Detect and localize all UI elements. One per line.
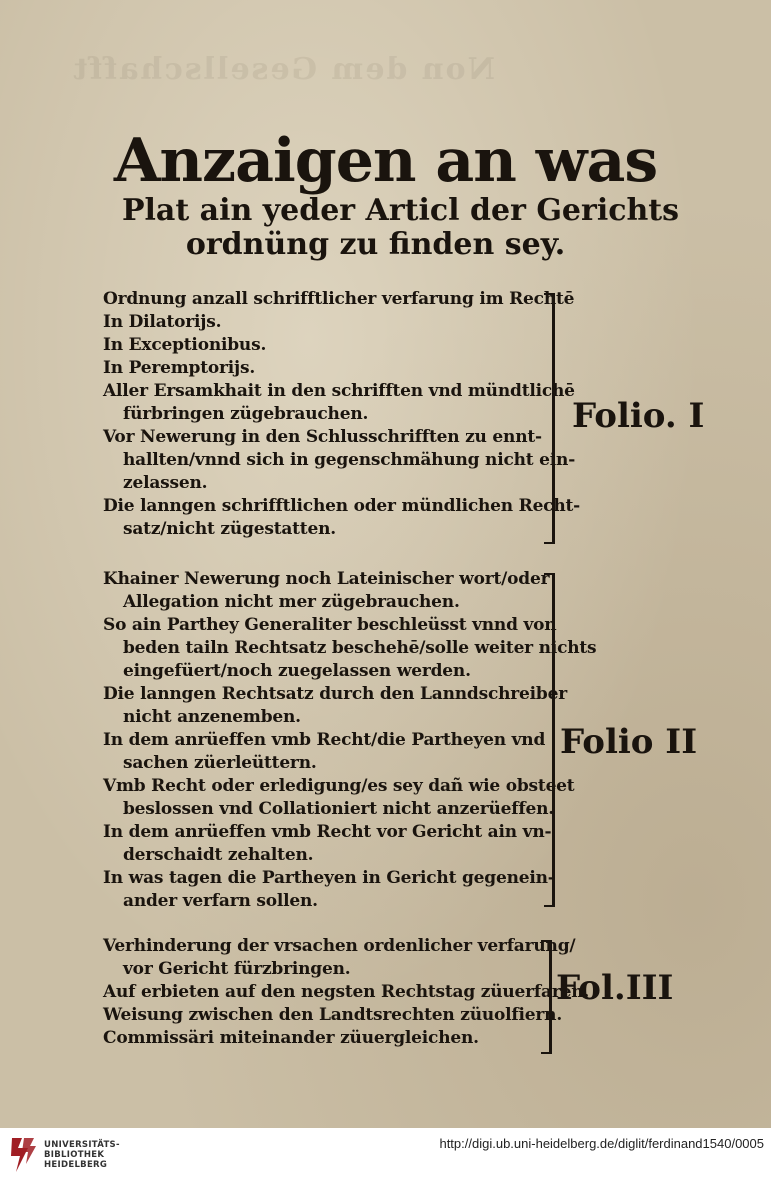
index-line: In dem anrüeffen vmb Recht vor Gericht ain vn- [103,822,552,842]
index-line: Die lanngen Rechtsatz durch den Lanndschreiber [103,684,567,704]
index-line: Verhinderung der vrsachen ordenlicher verfarung/ [103,936,576,956]
bleed-through-text: Non dem Gesellschafft [71,52,495,87]
index-line: In Peremptorijs. [103,358,256,378]
index-line: derschaidt zehalten. [123,845,314,865]
index-line: sachen züerleüttern. [123,753,317,773]
index-line: Weisung zwischen den Landtsrechten züuolfiern. [103,1005,563,1025]
folio-reference-3: Fol.III [556,968,674,1008]
folio-reference-2: Folio II [560,722,698,762]
index-line: fürbringen zügebrauchen. [123,404,369,424]
index-line: In was tagen die Partheyen in Gericht gegenein- [103,868,555,888]
index-line: hallten/vnnd sich in gegenschmähung nicht ein- [123,450,576,470]
title-line-1: Anzaigen an was [113,126,658,196]
index-line: beden tailn Rechtsatz beschehē/solle weiter nichts [123,638,597,658]
index-line: nicht anzenemben. [123,707,301,727]
index-section-3 [103,935,589,1050]
section-bracket-2 [544,573,555,907]
index-line: Commissäri miteinander züuergleichen. [103,1028,479,1048]
index-line: So ain Parthey Generaliter beschleüsst vnnd von [103,615,557,635]
index-section-2 [103,568,596,913]
index-line: vor Gericht fürzbringen. [123,959,351,979]
index-line: satz/nicht zügestatten. [123,519,336,539]
section-bracket-1 [544,293,555,544]
index-line: Auf erbieten auf den negsten Rechtstag züuerfaren. [103,982,590,1002]
library-name: UNIVERSITÄTS- BIBLIOTHEK HEIDELBERG [44,1140,120,1170]
index-line: Vmb Recht oder erledigung/es sey dañ wie obsteet [103,776,575,796]
folio-reference-1: Folio. I [572,396,705,436]
index-line: Aller Ersamkhait in den schrifften vnd mündtlichē [103,381,575,401]
index-line: In Dilatorijs. [103,312,222,332]
viewer-footer [0,1128,771,1183]
index-section-1 [103,288,580,541]
index-line: Die lanngen schrifftlichen oder mündlichen Recht- [103,496,580,516]
index-line: ander verfarn sollen. [123,891,318,911]
index-line: Ordnung anzall schrifftlicher verfarung im Rechtē [103,289,575,309]
index-line: Allegation nicht mer zügebrauchen. [123,592,460,612]
index-line: beslossen vnd Collationiert nicht anzerüeffen. [123,799,554,819]
index-line: Vor Newerung in den Schlusschrifften zu ennt- [103,427,542,447]
index-line: Khainer Newerung noch Lateinischer wort/oder [103,569,550,589]
index-line: In dem anrüeffen vmb Recht/die Partheyen vnd [103,730,546,750]
index-line: zelassen. [123,473,208,493]
permalink-url[interactable]: http://digi.ub.uni-heidelberg.de/diglit/ferdinand1540/0005 [439,1136,764,1151]
index-line: eingefüert/noch zuegelassen werden. [123,661,471,681]
title-line-3: ordnüng zu finden sey. [185,227,566,262]
title-line-2: Plat ain yeder Articl der Gerichts [121,193,680,228]
page-title [0,128,771,262]
index-line: In Exceptionibus. [103,335,267,355]
section-bracket-3 [541,940,552,1054]
university-library-logo-icon [8,1136,38,1174]
